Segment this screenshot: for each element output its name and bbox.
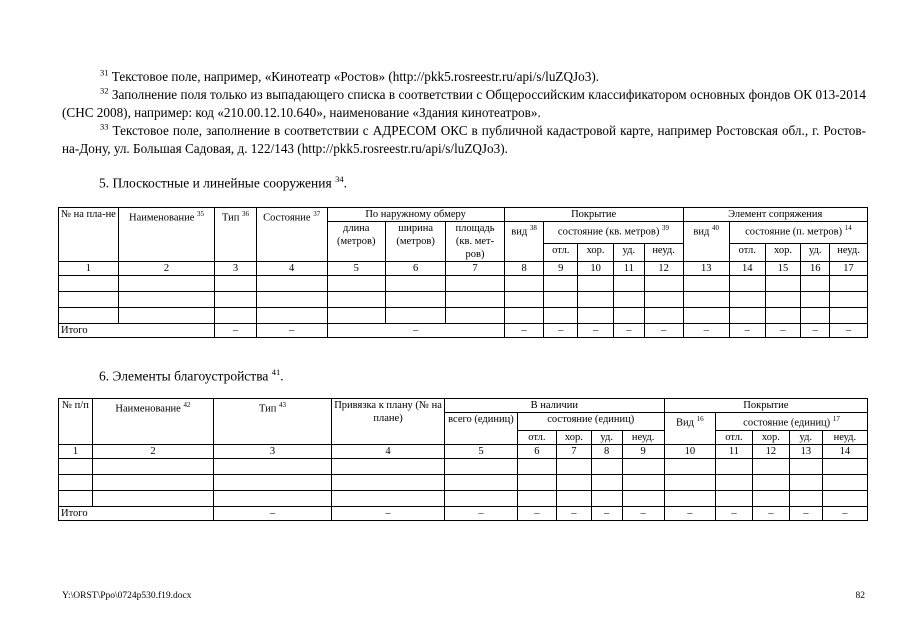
header-sat: уд.	[789, 430, 822, 444]
table-row	[59, 292, 868, 308]
header-exc: отл.	[715, 430, 752, 444]
footnotes	[62, 68, 866, 158]
header-good: хор.	[752, 430, 789, 444]
header-good: хор.	[578, 244, 614, 262]
column-numbers-row: 1 2 3 4 5 6 7 8 9 10 11 12 13 14	[59, 444, 868, 458]
table-row	[59, 474, 868, 490]
footer-file-path: Y:\ORST\Ppo\0724p530.f19.docx	[62, 591, 192, 601]
header-state: состояние (единиц)	[517, 413, 664, 431]
header-available: В наличии	[445, 399, 665, 413]
header-cover-state: состояние (кв. метров) $^{39}$	[544, 222, 683, 244]
header-elem-state: состояние (п. метров) $^{14}$	[729, 222, 867, 244]
header-cover-state: состояние (единиц) $^{17}$	[715, 413, 867, 431]
header-plan-ref: Привязка к плану (№ на плане)	[332, 399, 445, 445]
header-sat: уд.	[591, 430, 622, 444]
header-good: хор.	[765, 244, 801, 262]
page-number: 82	[855, 591, 865, 601]
footnote-32: $^{32}$ Заполнение поля только из выпадающего списка в соответствии с Общероссийским классификатором основных фондов ОК 013-2014 (СНС 2008), например: код «210.00.12.10.640», наименование «Здания кинотеатров».	[62, 85, 866, 120]
header-name: Наименование $^{35}$	[118, 208, 214, 262]
section-6-title: 6. Элементы благоустройства $^{41}$.	[99, 367, 284, 384]
header-unsat: неуд.	[644, 244, 683, 262]
header-total: всего (единиц)	[445, 413, 518, 445]
header-width: ширина (метров)	[385, 222, 445, 262]
section-5-title: 5. Плоскостные и линейные сооружения $^{34}$.	[99, 174, 347, 191]
header-type: Тип $^{43}$	[214, 399, 332, 445]
header-name: Наименование $^{42}$	[92, 399, 213, 445]
table-row	[59, 490, 868, 506]
table-row	[59, 276, 868, 292]
header-num: № на пла-не	[59, 208, 119, 262]
total-row: Итого – – – – – – – – – – – – –	[59, 324, 868, 338]
table-structures	[58, 207, 868, 338]
header-element: Элемент сопряжения	[683, 208, 868, 222]
total-label: Итого	[59, 324, 215, 338]
total-row: Итого – – – – – – – – – – – –	[59, 506, 868, 520]
header-exc: отл.	[517, 430, 556, 444]
header-unsat: неуд.	[830, 244, 868, 262]
footnote-31: $^{31}$ Текстовое поле, например, «Кинотеатр «Ростов» (http://pkk5.rosreestr.ru/api/s/luZQJo3).	[100, 67, 600, 84]
header-cover-kind: вид $^{38}$	[504, 222, 544, 262]
header-cover: Покрытие	[504, 208, 683, 222]
header-good: хор.	[556, 430, 591, 444]
table-landscaping	[58, 398, 868, 521]
header-elem-kind: вид $^{40}$	[683, 222, 729, 262]
header-measure: По наружному обмеру	[327, 208, 504, 222]
header-unsat: неуд.	[622, 430, 664, 444]
footnote-33: $^{33}$ Текстовое поле, заполнение в соответствии с АДРЕСОМ ОКС в публичной кадастровой карте, например Ростовская обл., г. Ростов-на-Дону, ул. Большая Садовая, д. 122/143 (http://pkk5.rosreestr.ru/api/s/luZQJo3).	[62, 121, 866, 156]
header-exc: отл.	[544, 244, 578, 262]
column-numbers-row: 1 2 3 4 5 6 7 8 9 10 11 12 13 14 15 16 17	[59, 262, 868, 276]
table-row	[59, 458, 868, 474]
total-label: Итого	[59, 506, 214, 520]
header-exc: отл.	[729, 244, 765, 262]
header-sat: уд.	[613, 244, 644, 262]
header-unsat: неуд.	[822, 430, 867, 444]
header-num: № п/п	[59, 399, 93, 445]
header-cover: Покрытие	[664, 399, 867, 413]
header-state: Состояние $^{37}$	[256, 208, 327, 262]
header-area: площадь (кв. мет-ров)	[446, 222, 504, 262]
header-cover-kind: Вид $^{16}$	[664, 413, 715, 445]
header-type: Тип $^{36}$	[215, 208, 257, 262]
table-row	[59, 308, 868, 324]
header-length: длина (метров)	[327, 222, 385, 262]
header-sat: уд.	[801, 244, 830, 262]
